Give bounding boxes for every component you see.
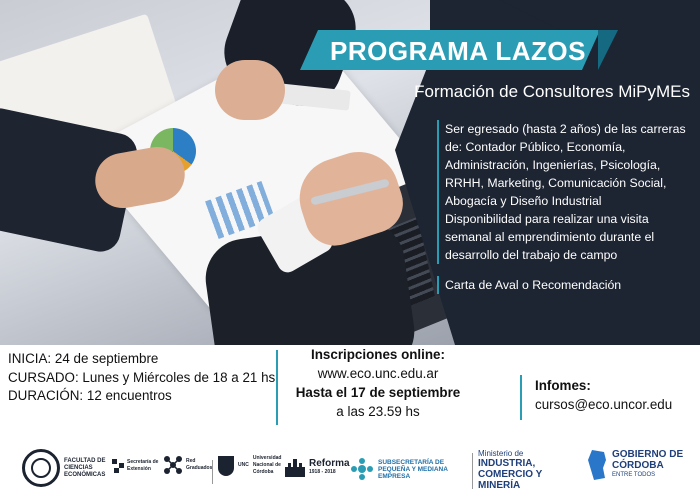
logo-ministerio-pre: Ministerio de [478,449,524,458]
sponsor-logos [0,445,700,501]
logo-universidad-text: Universidad Nacional de Córdoba [252,455,282,475]
logo-reforma [285,457,350,477]
cursado-value: Lunes y Miércoles de 18 a 21 hs [82,369,276,385]
logo-unc-text: UNC [238,462,249,468]
dots-icon [350,457,374,481]
logo-reforma-text: Reforma [309,458,350,469]
network-icon [163,455,183,475]
logo-reforma-years: 1918 - 2018 [309,469,336,475]
program-title: PROGRAMA LAZOS [330,36,586,66]
inicia-row [8,350,275,369]
informes-email[interactable]: cursos@eco.uncor.edu [535,397,673,412]
inscripciones-deadline: Hasta el 17 de septiembre [295,385,461,400]
logo-subsecretaria [350,457,470,481]
logo-unc [218,455,287,476]
inscripciones-time: a las 23.59 hs [336,404,420,419]
logo-gobierno [588,449,684,480]
requirement-2: Disponibilidad para realizar una visita semanal al emprendimiento durante el desarrollo del trabajo de campo [437,210,692,264]
logo-ministerio [478,449,583,491]
inicia-value: 24 de septiembre [54,351,159,366]
cursado-row [8,369,275,388]
logo-separator-1 [212,460,213,484]
logo-extension [112,459,165,473]
cursado-label: CURSADO: [8,369,79,385]
shield-icon [218,456,234,476]
logo-ministerio-text: INDUSTRIA, COMERCIO Y MINERÍA [478,458,543,491]
logo-separator-2 [472,453,473,489]
inscripciones-heading: Inscripciones online: [311,347,445,362]
logo-subsecretaria-text: SUBSECRETARÍA DE PEQUEÑA Y MEDIANA EMPRESA [378,458,448,480]
logo-gobierno-sub: ENTRE TODOS [612,472,656,478]
informes-heading: Infomes: [535,378,591,393]
logo-facultad-text: FACULTAD DE CIENCIAS ECONÓMICAS [64,457,106,478]
extension-icon [112,459,124,473]
province-map-icon [588,450,608,480]
duracion-label: DURACIÓN: [8,388,84,403]
program-subtitle: Formación de Consultores MiPyMEs [414,82,690,101]
schedule-block [8,350,275,406]
logo-facultad [22,449,110,487]
logo-graduados-text: Red Graduados [186,458,213,471]
logo-gobierno-text: GOBIERNO DE CÓRDOBA [612,449,684,471]
informes-block [535,376,672,414]
requirement-1: Ser egresado (hasta 2 años) de las carreras de: Contador Público, Economía, Administración, Ingenierías, Psicología, RRHH, Marketing, Comunicación Social, Abogacía y Diseño Industrial [437,120,692,210]
divider-left [276,350,278,425]
divider-right [520,375,522,420]
logo-graduados [163,455,213,475]
duracion-value: 12 encuentros [86,388,172,403]
logo-gobierno-block [612,449,684,480]
logo-reforma-block [309,458,350,476]
inscripciones-url[interactable]: www.eco.unc.edu.ar [317,366,439,381]
logo-extension-text: Secretaría de Extensión [127,459,159,472]
inscripciones-block [288,345,468,421]
building-icon [285,457,305,477]
duracion-row [8,387,275,406]
hand-top [215,60,285,120]
inicia-label: INICIA: [8,351,52,366]
requirement-3: Carta de Aval o Recomendación [437,276,692,294]
university-seal-icon [22,449,60,487]
